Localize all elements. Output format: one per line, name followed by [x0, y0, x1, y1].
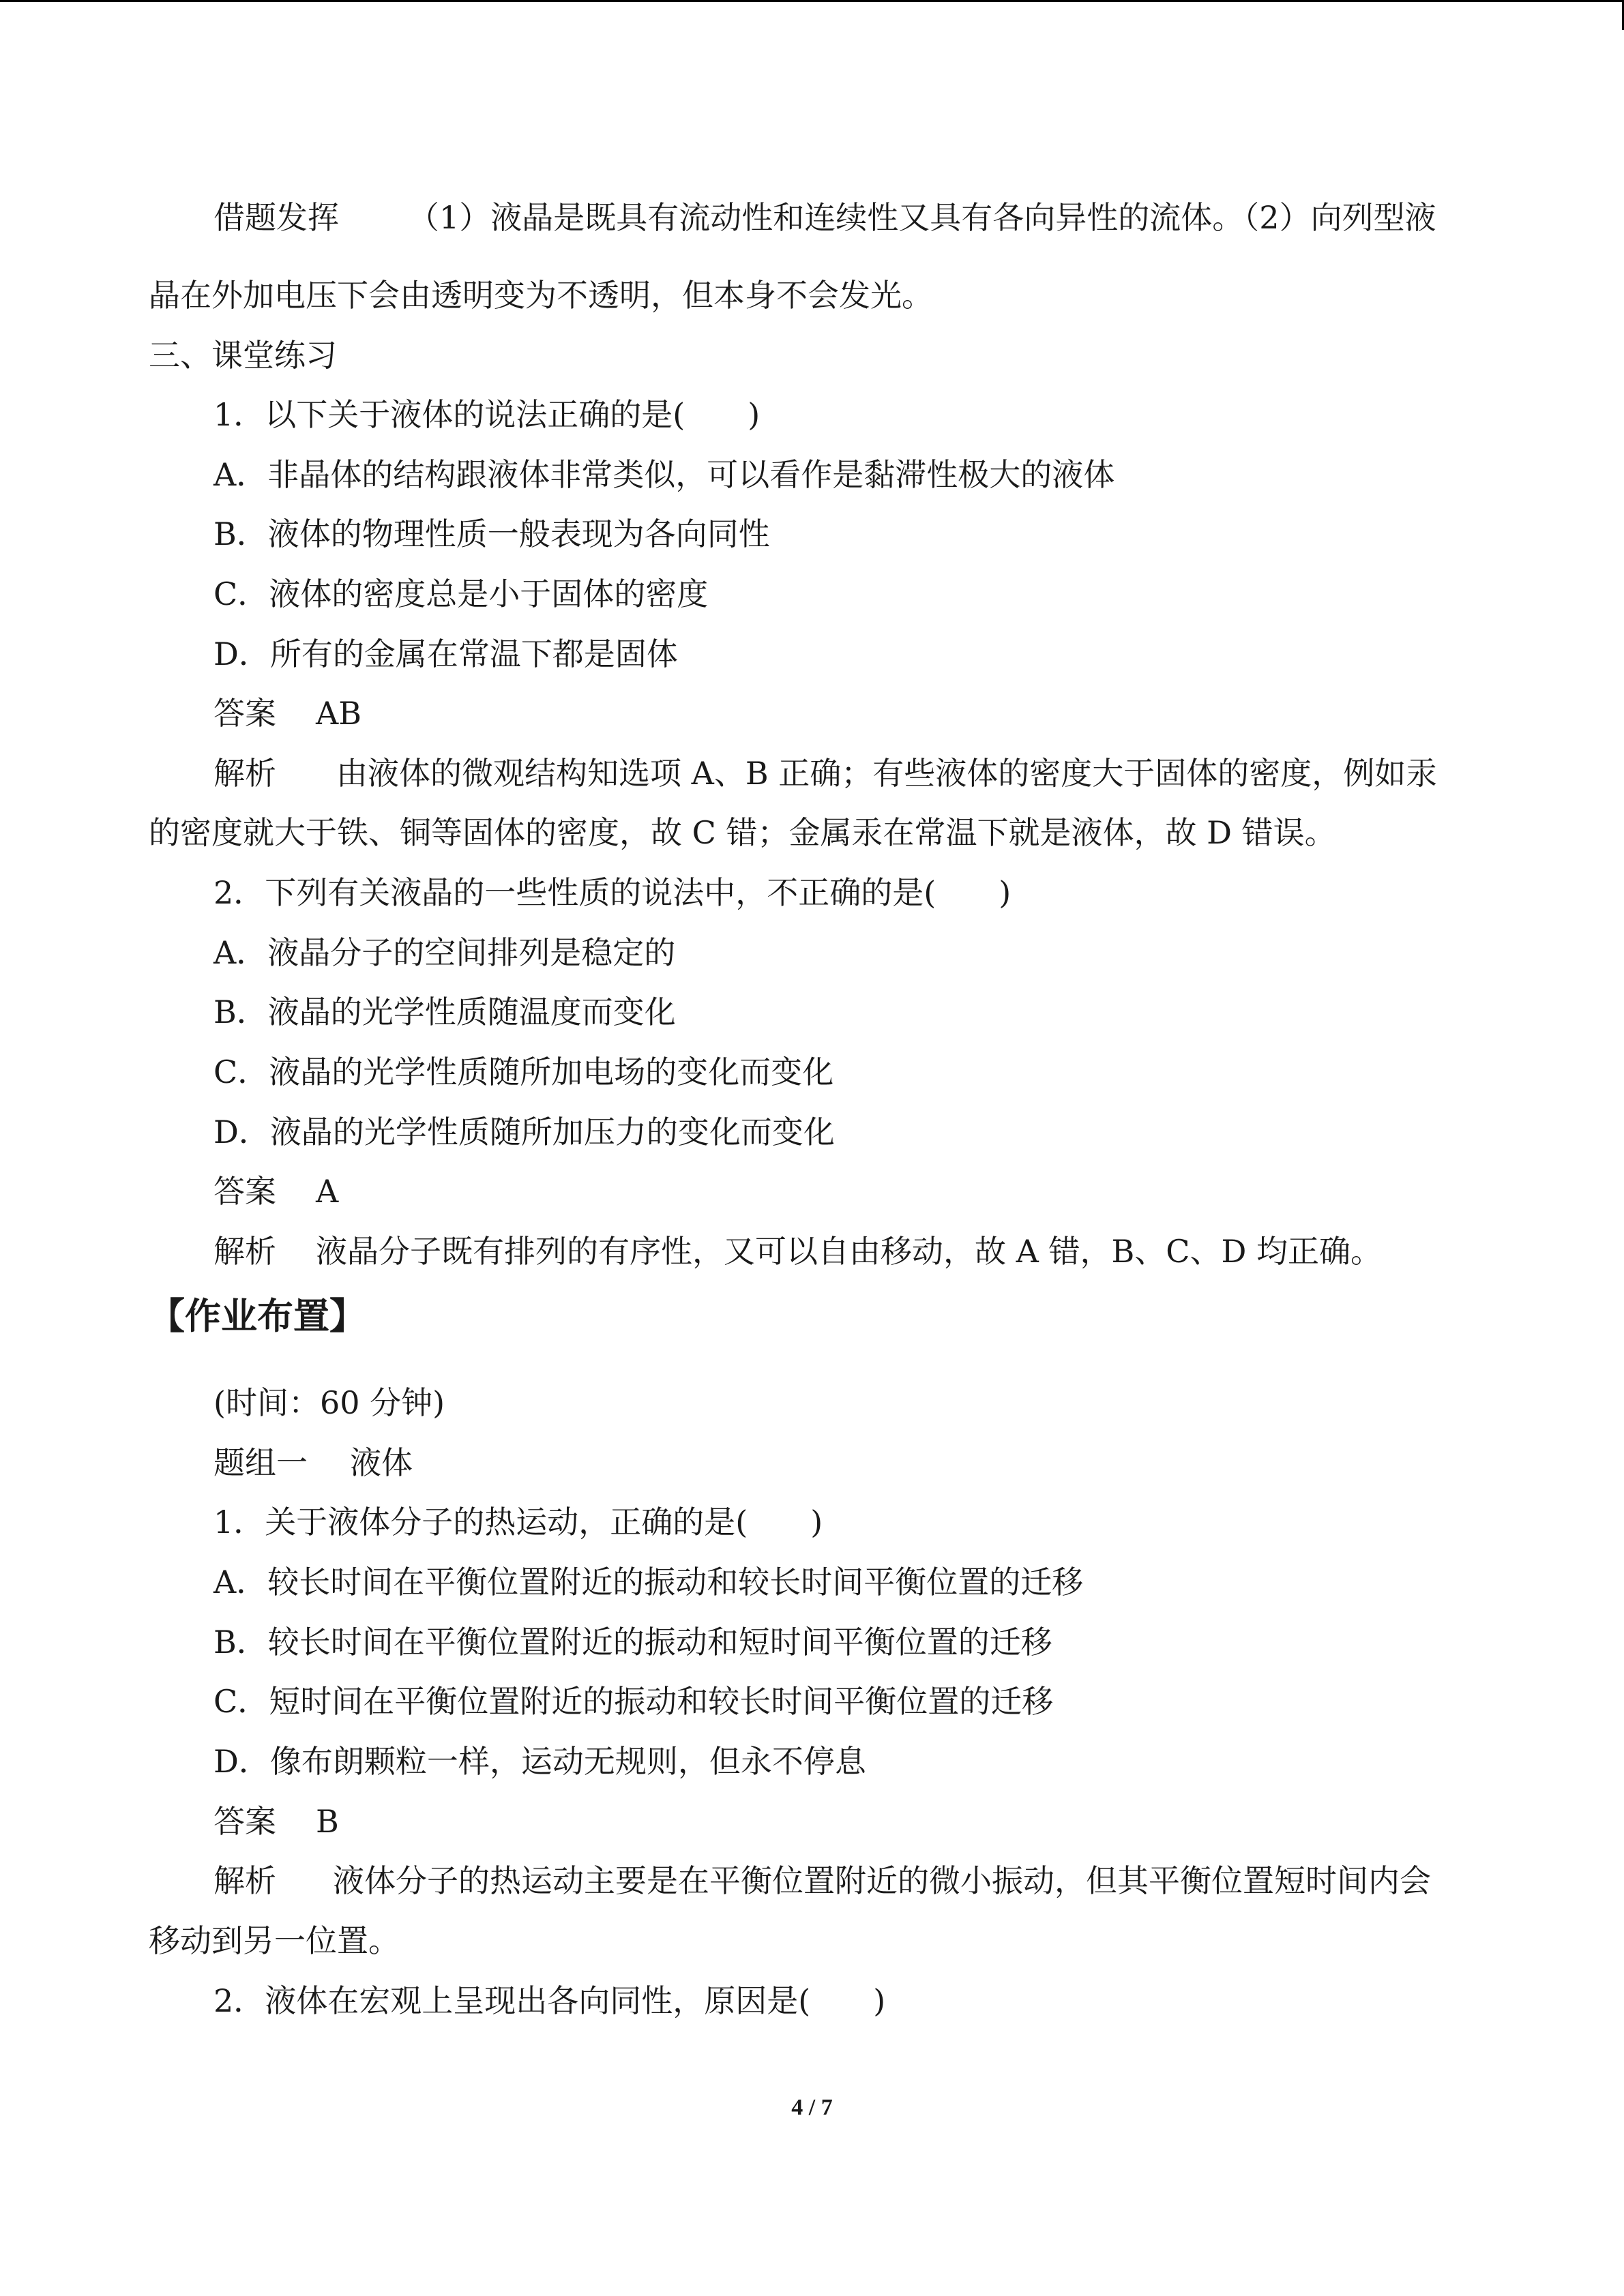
homework-question-1-analysis-line-1: 液体分子的热运动主要是在平衡位置附近的微小振动，但其平衡位置短时间内会 — [333, 1862, 1431, 1899]
question-1-option-b: B．液体的物理性质一般表现为各向同性 — [213, 516, 770, 552]
homework-question-1-answer: B — [316, 1803, 339, 1840]
homework-title: 【作业布置】 — [149, 1296, 366, 1337]
question-2-option-b: B．液晶的光学性质随温度而变化 — [213, 994, 676, 1030]
top-border-line — [0, 0, 1624, 2]
homework-question-1-analysis-label: 解析 — [213, 1862, 276, 1899]
question-1-answer-label: 答案 — [213, 695, 276, 732]
question-2-answer: A — [316, 1173, 339, 1210]
question-1-option-d: D．所有的金属在常温下都是固体 — [213, 636, 678, 672]
question-2-option-c: C．液晶的光学性质随所加电场的变化而变化 — [213, 1054, 834, 1090]
question-1-stem: 1．以下关于液体的说法正确的是( ) — [213, 396, 761, 433]
question-2-stem: 2．下列有关液晶的一些性质的说法中，不正确的是( ) — [213, 874, 1012, 911]
section-title: 三、课堂练习 — [149, 337, 337, 374]
page-number: 4 / 7 — [791, 2095, 833, 2120]
question-2-analysis-label: 解析 — [213, 1233, 276, 1270]
question-2-answer-label: 答案 — [213, 1173, 276, 1210]
homework-question-2-stem: 2．液体在宏观上呈现出各向同性，原因是( ) — [213, 1982, 886, 2019]
intro-label: 借题发挥 — [213, 199, 339, 236]
homework-question-1-stem: 1．关于液体分子的热运动，正确的是( ) — [213, 1504, 823, 1540]
question-2-option-d: D．液晶的光学性质随所加压力的变化而变化 — [213, 1114, 835, 1150]
question-1-analysis-label: 解析 — [213, 755, 276, 792]
question-1-option-c: C．液体的密度总是小于固体的密度 — [213, 576, 709, 612]
homework-time: (时间：60 分钟) — [213, 1384, 445, 1421]
question-1-analysis-line-2: 的密度就大于铁、铜等固体的密度，故 C 错；金属汞在常温下就是液体，故 D 错误。 — [149, 814, 1336, 851]
question-1-option-a: A．非晶体的结构跟液体非常类似，可以看作是黏滞性极大的液体 — [213, 456, 1115, 493]
question-2-option-a: A．液晶分子的空间排列是稳定的 — [213, 934, 676, 971]
homework-question-1-analysis-line-2: 移动到另一位置。 — [149, 1922, 400, 1959]
homework-question-1-option-d: D．像布朗颗粒一样，运动无规则，但永不停息 — [213, 1743, 866, 1780]
homework-question-1-option-c: C．短时间在平衡位置附近的振动和较长时间平衡位置的迁移 — [213, 1683, 1054, 1720]
homework-question-1-option-a: A．较长时间在平衡位置附近的振动和较长时间平衡位置的迁移 — [213, 1564, 1084, 1600]
intro-line-2: 晶在外加电压下会由透明变为不透明，但本身不会发光。 — [149, 277, 933, 314]
homework-group-label: 题组一 — [213, 1444, 308, 1481]
question-1-analysis-line-1: 由液体的微观结构知选项 A、B 正确；有些液体的密度大于固体的密度，例如汞 — [336, 755, 1438, 792]
question-2-analysis-line-1: 液晶分子既有排列的有序性，又可以自由移动，故 A 错，B、C、D 均正确。 — [316, 1233, 1382, 1270]
homework-question-1-option-b: B．较长时间在平衡位置附近的振动和短时间平衡位置的迁移 — [213, 1624, 1052, 1660]
intro-line-1: （1）液晶是既具有流动性和连续性又具有各向异性的流体。（2）向列型液 — [408, 199, 1436, 236]
homework-question-1-answer-label: 答案 — [213, 1803, 276, 1840]
homework-group-name: 液体 — [350, 1444, 413, 1481]
question-1-answer: AB — [316, 695, 362, 732]
